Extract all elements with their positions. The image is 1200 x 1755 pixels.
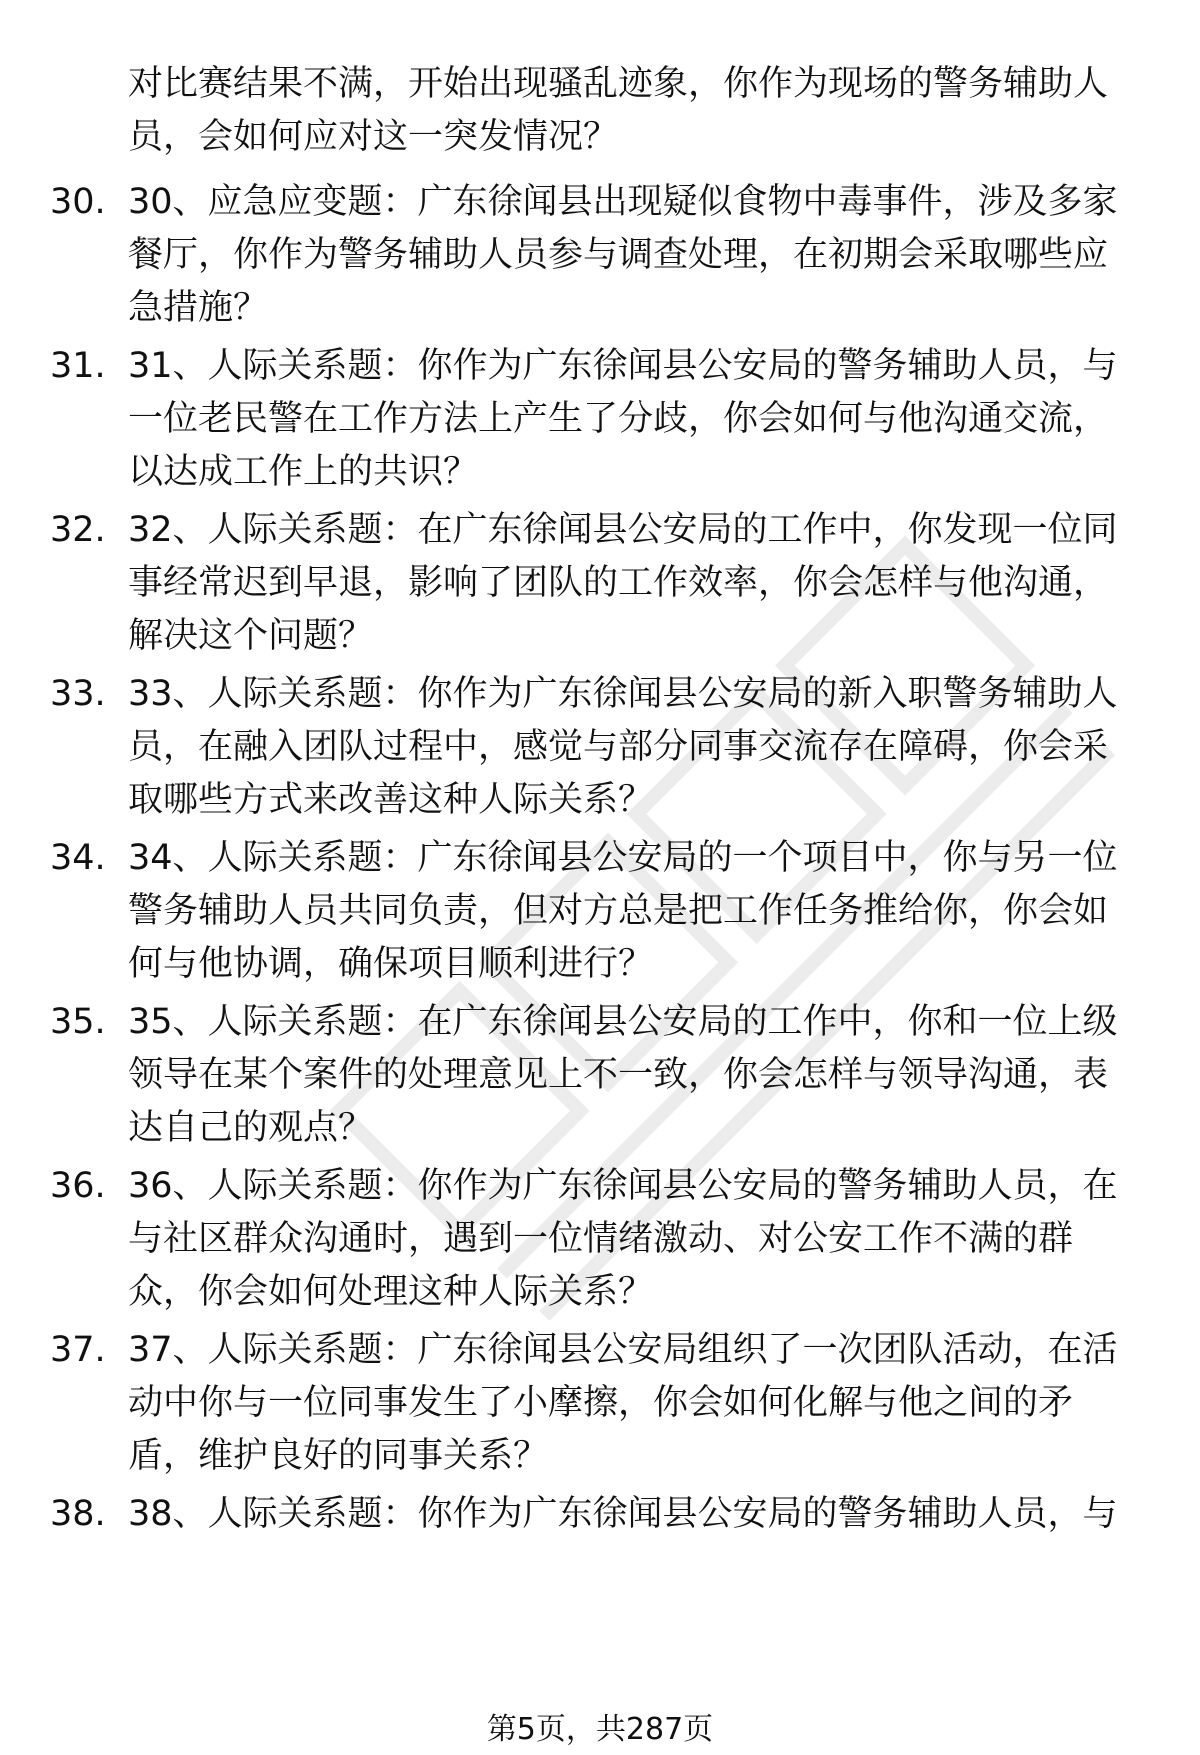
continued-question-text: 对比赛结果不满，开始出现骚乱迹象，你作为现场的警务辅助人员，会如何应对这一突发情况？ xyxy=(128,64,1109,157)
question-text: 30、应急应变题：广东徐闻县出现疑似食物中毒事件，涉及多家餐厅，你作为警务辅助人员参与调查处理，在初期会采取哪些应急措施？ xyxy=(128,182,1118,328)
question-number: 38. xyxy=(50,1494,106,1534)
question-text: 35、人际关系题：在广东徐闻县公安局的工作中，你和一位上级领导在某个案件的处理意见上不一致，你会怎样与领导沟通，表达自己的观点？ xyxy=(128,1002,1118,1148)
question-text: 36、人际关系题：你作为广东徐闻县公安局的警务辅助人员，在与社区群众沟通时，遇到一位情绪激动、对公安工作不满的群众，你会如何处理这种人际关系？ xyxy=(128,1166,1118,1312)
question-number: 31. xyxy=(50,346,106,386)
page-footer: 第5页，共287页 xyxy=(486,1712,714,1747)
question-text: 38、人际关系题：你作为广东徐闻县公安局的警务辅助人员，与 xyxy=(128,1494,1118,1534)
question-number: 34. xyxy=(50,838,106,878)
question-number: 32. xyxy=(50,510,106,550)
question-number: 35. xyxy=(50,1002,106,1042)
question-text: 34、人际关系题：广东徐闻县公安局的一个项目中，你与另一位警务辅助人员共同负责，但对方总是把工作任务推给你，你会如何与他协调，确保项目顺利进行？ xyxy=(128,838,1118,984)
question-number: 36. xyxy=(50,1166,106,1206)
question-text: 31、人际关系题：你作为广东徐闻县公安局的警务辅助人员，与一位老民警在工作方法上产生了分歧，你会如何与他沟通交流，以达成工作上的共识？ xyxy=(128,346,1118,492)
question-text: 32、人际关系题：在广东徐闻县公安局的工作中，你发现一位同事经常迟到早退，影响了团队的工作效率，你会怎样与他沟通，解决这个问题？ xyxy=(128,510,1118,656)
question-number: 37. xyxy=(50,1330,106,1370)
question-text: 33、人际关系题：你作为广东徐闻县公安局的新入职警务辅助人员，在融入团队过程中，感觉与部分同事交流存在障碍，你会采取哪些方式来改善这种人际关系？ xyxy=(128,674,1118,820)
question-text: 37、人际关系题：广东徐闻县公安局组织了一次团队活动，在活动中你与一位同事发生了小摩擦，你会如何化解与他之间的矛盾，维护良好的同事关系？ xyxy=(128,1330,1118,1476)
question-number: 33. xyxy=(50,674,106,714)
question-number: 30. xyxy=(50,182,106,222)
